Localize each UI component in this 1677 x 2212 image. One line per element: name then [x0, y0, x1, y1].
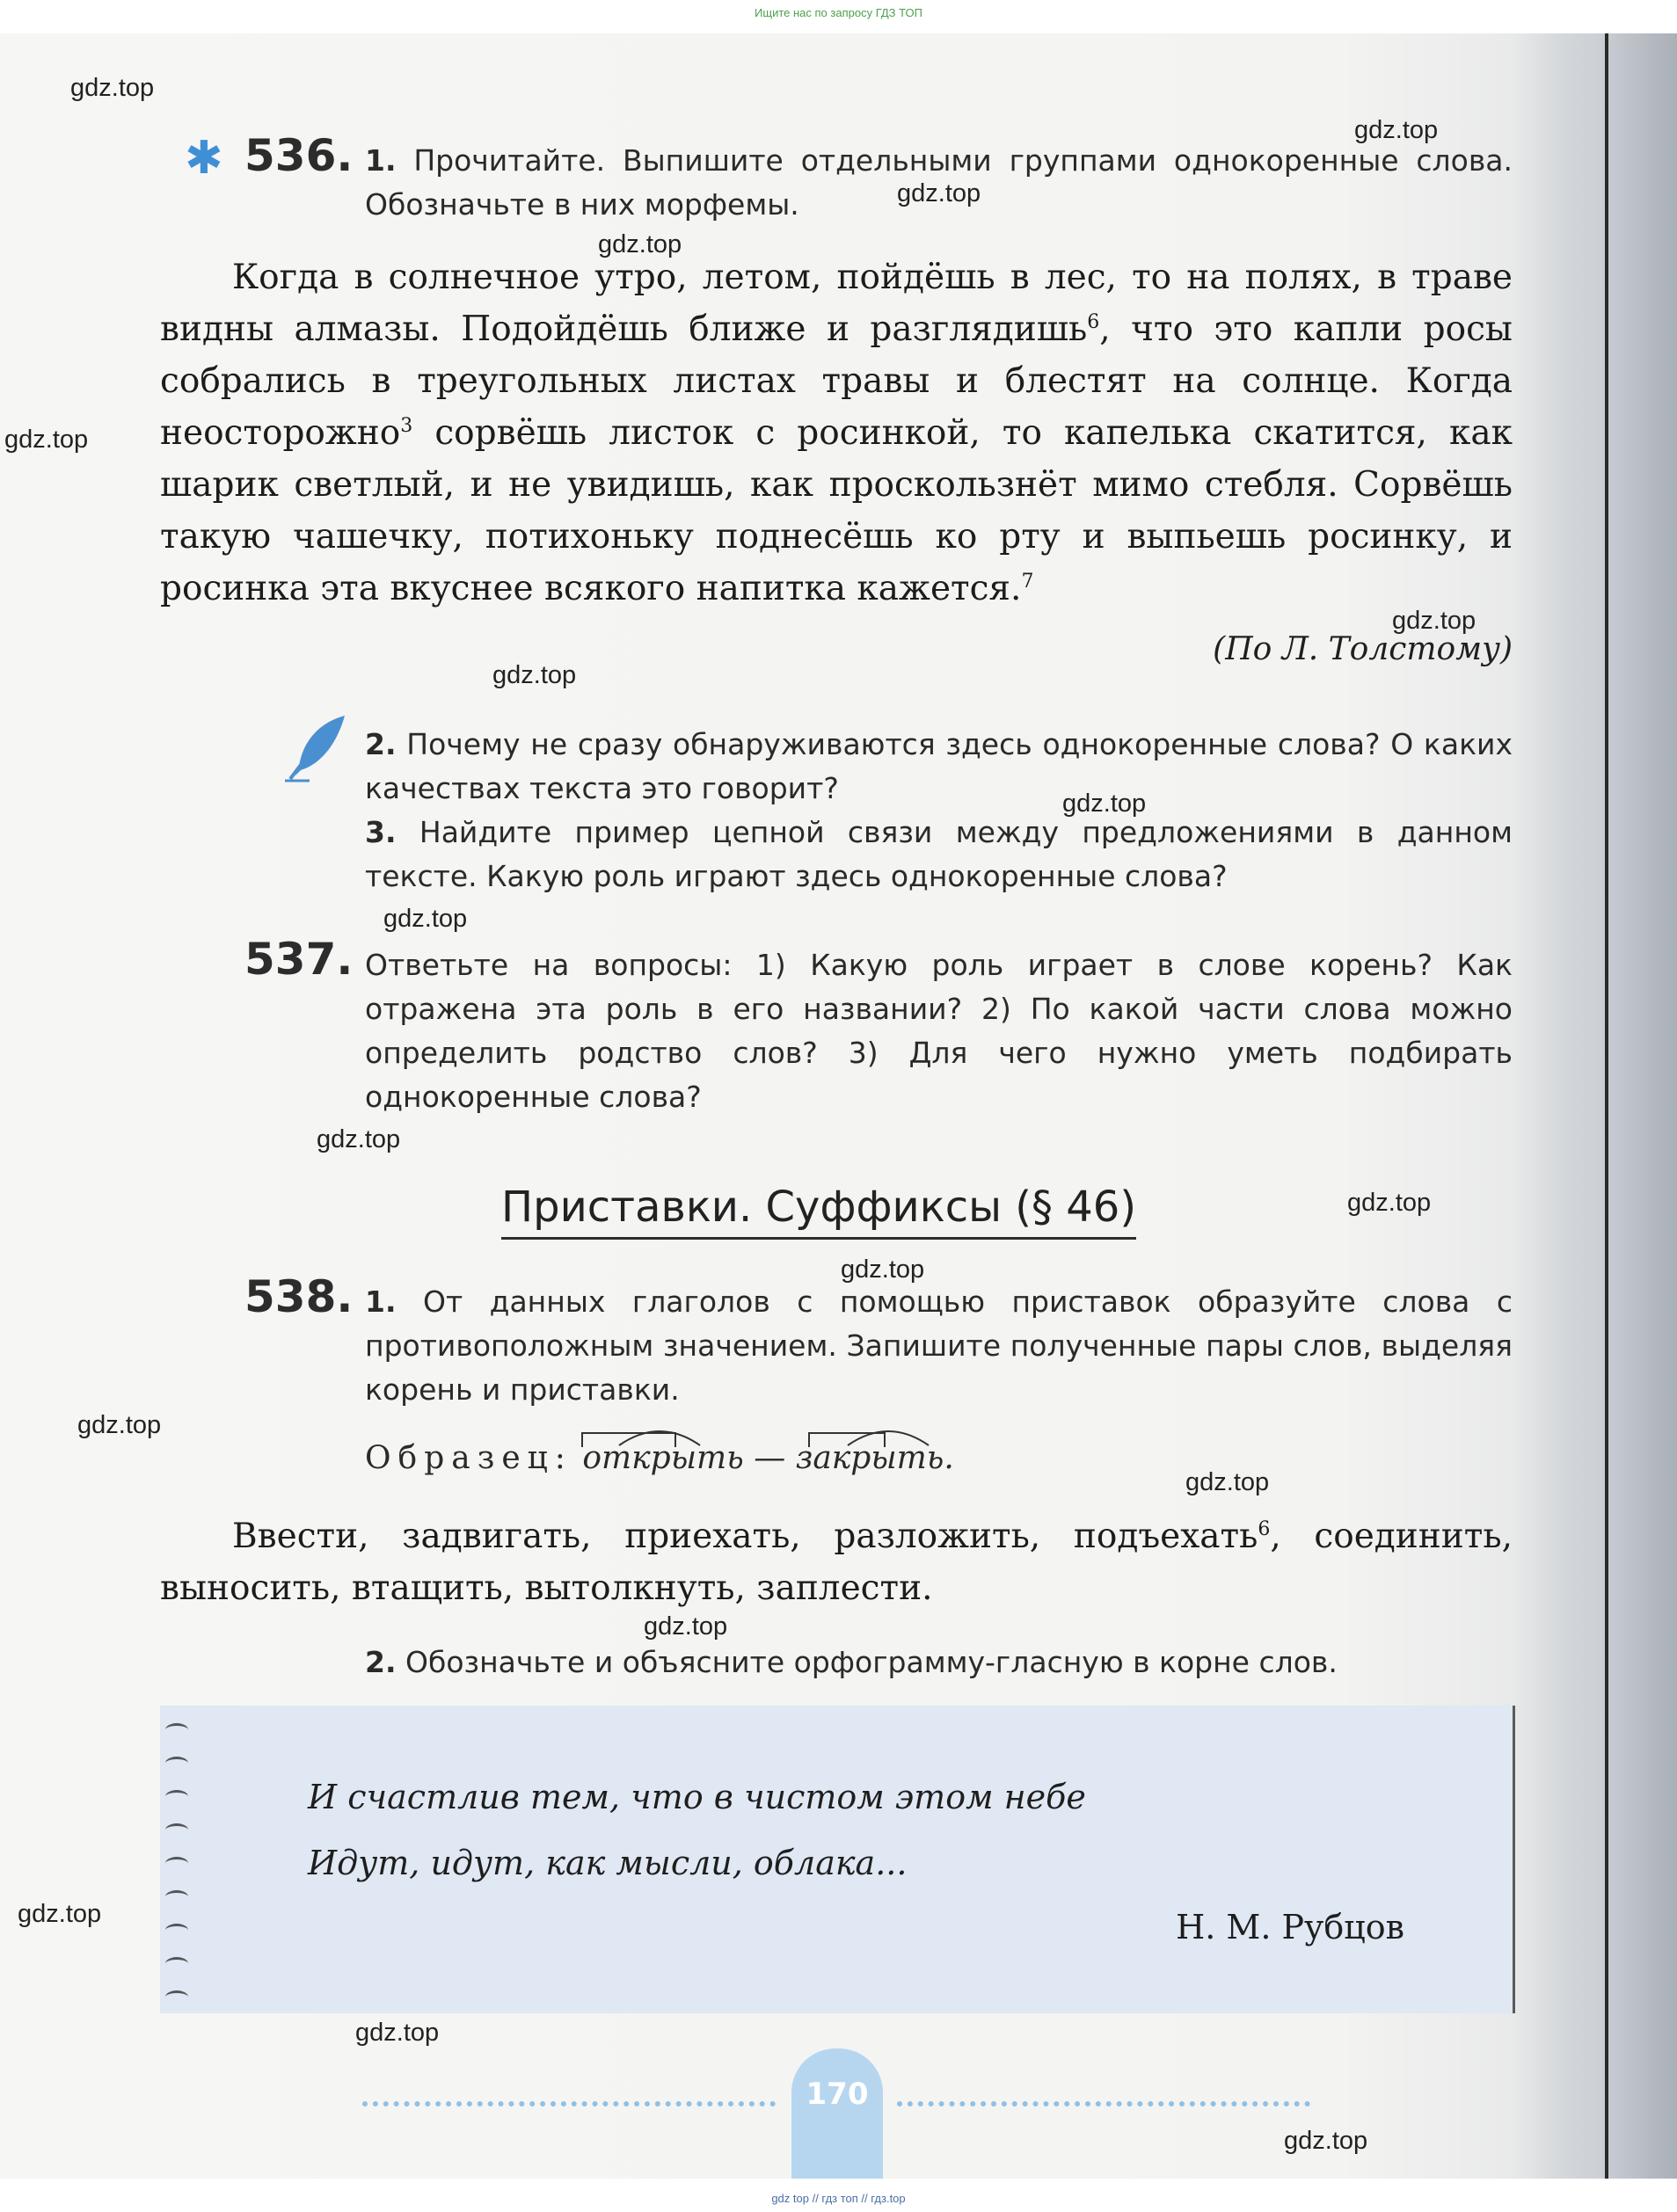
watermark: gdz.top [1392, 607, 1476, 635]
task-text: Прочитайте. Выпишите отдельными группами однокоренные слова. Обозначьте в них морфемы. [365, 143, 1513, 222]
exercise-538-words [160, 1510, 1513, 1614]
task-number: 1. [365, 143, 397, 178]
sample-word: закрыть [795, 1440, 944, 1476]
sample-end: . [944, 1440, 954, 1476]
binder-ring-icon [165, 1890, 188, 1903]
book-spine [1605, 33, 1608, 2179]
page-number-tab [791, 2048, 883, 2179]
footer-dotted-line [897, 2101, 1310, 2106]
footnote-mark: 3 [400, 415, 413, 437]
watermark: gdz.top [77, 1411, 162, 1439]
footnote-mark: 6 [1258, 1518, 1271, 1540]
binder-ring-icon [165, 1790, 188, 1803]
footnote-mark: 7 [1021, 571, 1034, 593]
watermark: gdz.top [644, 1612, 728, 1641]
watermark: gdz.top [18, 1900, 102, 1928]
exercise-number: 536. [244, 130, 354, 181]
watermark: gdz.top [1354, 116, 1439, 144]
watermark: gdz.top [1284, 2127, 1368, 2155]
task-number: 2. [365, 727, 397, 761]
text-part: , что это капли росы собрались в треугольных листах травы и блестят на солнце. Когда неосторожно [160, 309, 1513, 453]
binder-ring-icon [165, 1990, 188, 2004]
exercise-537-text: Ответьте на вопросы: 1) Какую роль играет в слове корень? Как отражена эта роль в его названии? 2) По какой части слова можно определить родство слов? 3) Для чего нужно уметь подбирать однокоренные слова? [365, 948, 1513, 1114]
text-part: Когда в солнечное утро, летом, пойдёшь в лес, то на полях, в траве видны алмазы. Подойдёшь ближе и разглядишь [160, 258, 1513, 349]
watermark: gdz.top [317, 1125, 401, 1153]
exercise-538-task-1 [365, 1280, 1513, 1412]
sample-line [365, 1440, 954, 1476]
watermark: gdz.top [1347, 1189, 1432, 1217]
watermark: gdz.top [4, 426, 89, 454]
binder-ring-icon [165, 1857, 188, 1870]
text-part: , соединить, выносить, втащить, вытолкнуть, заплести. [160, 1517, 1513, 1608]
watermark: gdz.top [70, 74, 155, 102]
footer-dotted-line [362, 2101, 776, 2106]
exercise-number: 537. [244, 934, 354, 985]
poem-line: И счастлив тем, что в чистом этом небе [308, 1778, 1086, 1816]
binder-ring-icon [165, 1924, 188, 1937]
binder-ring-icon [165, 1723, 188, 1736]
watermark: gdz.top [841, 1255, 925, 1284]
watermark: gdz.top [355, 2019, 440, 2047]
watermark: gdz.top [598, 230, 682, 258]
poem-line: Идут, идут, как мысли, облака... [308, 1844, 908, 1882]
text-part: сорвёшь листок с росинкой, то капелька скатится, как шарик светлый, и не увидишь, как проскользнёт мимо стебля. Сорвёшь такую чашечку, потихоньку поднесёшь ко рту и выпьешь росинку, и росинка эта вкуснее всякого напитка кажется. [160, 413, 1513, 608]
exercise-536-task-3 [365, 811, 1513, 899]
watermark: gdz.top [492, 661, 577, 689]
binding-shadow [1530, 33, 1677, 2179]
task-number: 3. [365, 815, 397, 849]
task-number: 1. [365, 1284, 397, 1319]
task-text: Найдите пример цепной связи между предложениями в данном тексте. Какую роль играют здесь однокоренные слова? [365, 815, 1513, 893]
watermark: gdz.top [1185, 1468, 1270, 1496]
watermark: gdz.top [383, 905, 468, 933]
top-banner: Ищите нас по запросу ГДЗ ТОП [755, 6, 922, 19]
section-title: Приставки. Суффиксы (§ 46) [501, 1182, 1136, 1240]
text-part: Ввести, задвигать, приехать, разложить, подъехать [232, 1517, 1258, 1556]
binder-ring-icon [165, 1957, 188, 1970]
poem-author: Н. М. Рубцов [1176, 1908, 1404, 1946]
asterisk-icon: ✱ [185, 132, 223, 185]
exercise-number: 538. [244, 1271, 354, 1322]
watermark: gdz.top [897, 179, 981, 207]
sample-label: Образец: [365, 1440, 572, 1476]
sample-dash: — [743, 1440, 796, 1476]
exercise-538-task-2 [365, 1641, 1513, 1684]
binder-ring-icon [165, 1757, 188, 1770]
page-number: 170 [806, 2077, 869, 2112]
task-text: Почему не сразу обнаруживаются здесь однокоренные слова? О каких качествах текста это говорит? [365, 727, 1513, 805]
exercise-536-task-2 [365, 723, 1513, 811]
task-text: От данных глаголов с помощью приставок образуйте слова с противоположным значением. Запишите полученные пары слов, выделяя корень и приставки. [365, 1284, 1513, 1407]
task-number: 2. [365, 1645, 397, 1679]
binder-ring-icon [165, 1823, 188, 1837]
task-text: Обозначьте и объясните орфограмму-гласную в корне слов. [405, 1645, 1338, 1679]
exercise-536-text [160, 251, 1513, 615]
text-author: (По Л. Толстому) [1213, 631, 1513, 667]
feather-pen-icon [283, 712, 354, 782]
footnote-mark: 6 [1087, 311, 1100, 333]
exercise-536-task-1 [365, 139, 1513, 227]
watermark: gdz.top [1062, 789, 1147, 818]
sample-word: открыть [582, 1440, 744, 1476]
bottom-banner: gdz top // гдз топ // гдз.top [771, 2192, 906, 2205]
